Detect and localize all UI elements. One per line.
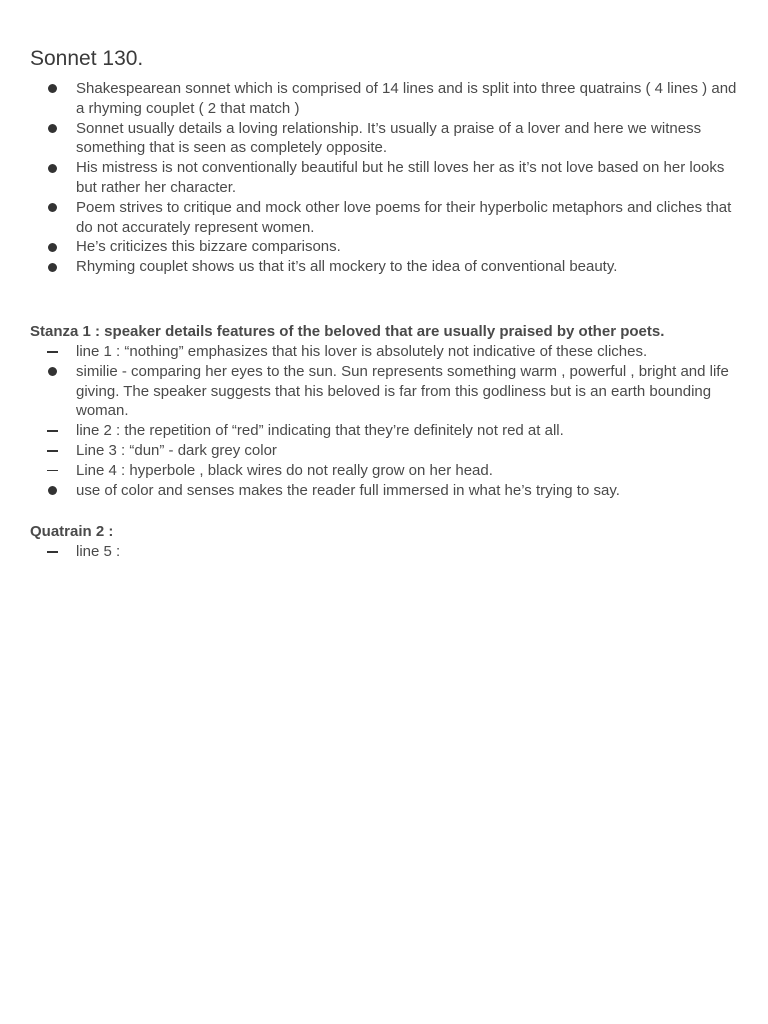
list-item-text: Line 4 : hyperbole , black wires do not really grow on her head. [76,461,493,479]
dash-marker-icon [44,441,60,461]
stanza-1-list [30,342,738,500]
list-item-text: line 5 : [76,543,121,561]
bullet-marker-icon [44,79,60,99]
bullet-marker-icon [44,362,60,382]
bullet-marker-icon [44,158,60,178]
list-item [30,461,738,481]
list-item-text: Line 3 : “dun” - dark grey color [76,441,277,459]
dash-marker-icon [44,461,60,481]
stanza-1-heading: Stanza 1 : speaker details features of the beloved that are usually praised by other poets. [30,322,665,340]
list-item [30,421,738,441]
dash-marker-icon [44,542,60,562]
list-item [30,542,738,562]
note-title: Sonnet 130. [30,47,144,70]
list-item-text: Sonnet usually details a loving relationship. It’s usually a praise of a lover and here we witness something that is seen as completely opposite. [76,119,702,157]
list-item-text: use of color and senses makes the reader full immersed in what he’s trying to say. [76,481,620,499]
list-item-text: Rhyming couplet shows us that it’s all mockery to the idea of conventional beauty. [76,258,618,276]
list-item-text: Poem strives to critique and mock other love poems for their hyperbolic metaphors and cliches that do not accurately represent women. [76,198,732,236]
dash-marker-icon [44,342,60,362]
bullet-marker-icon [44,237,60,257]
list-item [30,257,738,277]
list-item-text: line 1 : “nothing” emphasizes that his lover is absolutely not indicative of these cliches. [76,342,648,360]
bullet-marker-icon [44,481,60,501]
quatrain-2-heading: Quatrain 2 : [30,523,114,541]
list-item [30,481,738,501]
intro-list [30,79,738,277]
list-item [30,119,738,159]
bullet-marker-icon [44,257,60,277]
quatrain-2-list [30,542,738,562]
list-item [30,441,738,461]
list-item-text: similie - comparing her eyes to the sun. Sun represents something warm , powerful , bright and life giving. The speaker suggests that his beloved is far from this godliness but is an earth bounding woman. [76,362,729,420]
list-item [30,362,738,421]
list-item [30,79,738,119]
bullet-marker-icon [44,119,60,139]
bullet-marker-icon [44,198,60,218]
list-item [30,342,738,362]
list-item [30,237,738,257]
list-item-text: He’s criticizes this bizzare comparisons. [76,238,341,256]
list-item [30,198,738,238]
list-item [30,158,738,198]
dash-marker-icon [44,421,60,441]
list-item-text: line 2 : the repetition of “red” indicating that they’re definitely not red at all. [76,422,564,440]
list-item-text: His mistress is not conventionally beautiful but he still loves her as it’s not love based on her looks but rather her character. [76,159,725,196]
list-item-text: Shakespearean sonnet which is comprised of 14 lines and is split into three quatrains ( 4 lines ) and a rhyming couplet ( 2 that match ) [76,80,737,117]
